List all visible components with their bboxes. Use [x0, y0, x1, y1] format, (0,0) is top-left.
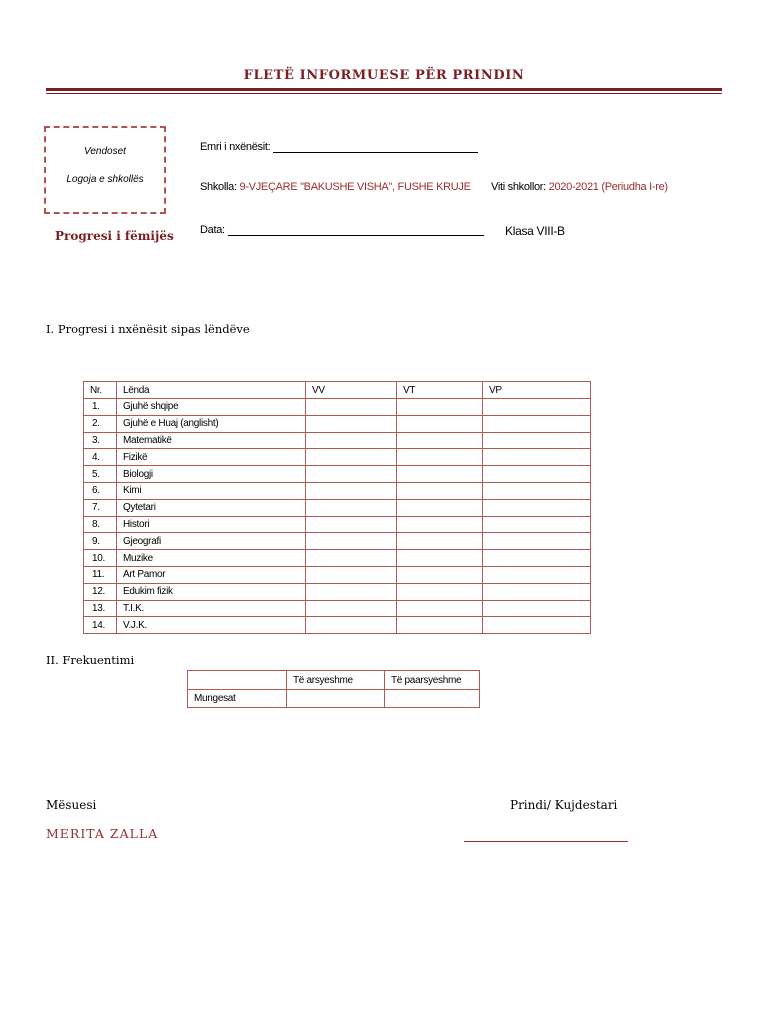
parent-signature-line[interactable] [464, 841, 628, 842]
row-vv-cell[interactable] [306, 432, 397, 449]
row-vp-cell[interactable] [483, 466, 591, 483]
row-vt-cell[interactable] [397, 399, 483, 416]
logo-placeholder-line1: Vendoset [84, 146, 126, 157]
row-number: 12. [84, 583, 117, 600]
row-vv-cell[interactable] [306, 499, 397, 516]
table-row [84, 499, 591, 516]
school-value: 9-VJEÇARE "BAKUSHE VISHA", FUSHE KRUJE [239, 181, 471, 193]
row-vp-cell[interactable] [483, 550, 591, 567]
row-number: 13. [84, 600, 117, 617]
row-vv-cell[interactable] [306, 600, 397, 617]
row-vt-cell[interactable] [397, 617, 483, 634]
section2-heading: II. Frekuentimi [46, 653, 135, 667]
row-vp-cell[interactable] [483, 516, 591, 533]
table-row [84, 566, 591, 583]
row-vp-cell[interactable] [483, 583, 591, 600]
row-number: 3. [84, 432, 117, 449]
attendance-header-row [188, 671, 480, 690]
date-row [200, 224, 484, 236]
row-vv-cell[interactable] [306, 449, 397, 466]
attendance-row-label: Mungesat [188, 690, 287, 708]
table-row [84, 449, 591, 466]
row-subject: Qytetari [117, 499, 306, 516]
table-row [84, 466, 591, 483]
row-number: 7. [84, 499, 117, 516]
attendance-header-unexcused: Të paarsyeshme [385, 671, 480, 690]
header-vt: VT [397, 382, 483, 399]
header-vp: VP [483, 382, 591, 399]
attendance-table [187, 670, 480, 708]
table-row [84, 399, 591, 416]
table-row [84, 600, 591, 617]
table-row [84, 432, 591, 449]
attendance-excused-cell[interactable] [287, 690, 385, 708]
school-label: Shkolla: [200, 181, 237, 193]
student-name-label: Emri i nxënësit: [200, 141, 271, 153]
table-row [84, 482, 591, 499]
row-vp-cell[interactable] [483, 499, 591, 516]
row-vt-cell[interactable] [397, 482, 483, 499]
class-label: Klasa VIII-B [505, 224, 565, 238]
row-vv-cell[interactable] [306, 617, 397, 634]
row-subject: Kimi [117, 482, 306, 499]
row-vt-cell[interactable] [397, 516, 483, 533]
row-number: 10. [84, 550, 117, 567]
progress-label: Progresi i fëmijës [55, 229, 174, 243]
teacher-label: Mësuesi [46, 798, 97, 812]
table-row [84, 516, 591, 533]
table-row [84, 415, 591, 432]
logo-placeholder-box [44, 126, 166, 214]
row-vv-cell[interactable] [306, 566, 397, 583]
row-subject: Gjuhë e Huaj (anglisht) [117, 415, 306, 432]
row-vv-cell[interactable] [306, 516, 397, 533]
row-subject: Muzike [117, 550, 306, 567]
row-subject: Edukim fizik [117, 583, 306, 600]
row-vp-cell[interactable] [483, 399, 591, 416]
row-vv-cell[interactable] [306, 583, 397, 600]
row-vp-cell[interactable] [483, 617, 591, 634]
table-row [84, 583, 591, 600]
row-vv-cell[interactable] [306, 466, 397, 483]
row-number: 2. [84, 415, 117, 432]
student-name-field[interactable] [273, 142, 478, 153]
school-year-row [491, 181, 668, 193]
subjects-table [83, 381, 591, 634]
row-number: 5. [84, 466, 117, 483]
row-vp-cell[interactable] [483, 449, 591, 466]
row-vv-cell[interactable] [306, 399, 397, 416]
logo-placeholder-line2: Logoja e shkollës [66, 174, 144, 185]
row-number: 11. [84, 566, 117, 583]
row-vt-cell[interactable] [397, 533, 483, 550]
table-row [84, 550, 591, 567]
title-rule-thin [46, 93, 722, 94]
section1-heading: I. Progresi i nxënësit sipas lëndëve [46, 322, 250, 336]
row-number: 8. [84, 516, 117, 533]
document-title: FLETË INFORMUESE PËR PRINDIN [243, 68, 525, 83]
attendance-row [188, 690, 480, 708]
student-name-row [200, 141, 478, 153]
row-number: 4. [84, 449, 117, 466]
row-vt-cell[interactable] [397, 499, 483, 516]
row-vt-cell[interactable] [397, 550, 483, 567]
row-subject: V.J.K. [117, 617, 306, 634]
row-vp-cell[interactable] [483, 415, 591, 432]
date-field[interactable] [228, 225, 484, 236]
row-subject: Matematikë [117, 432, 306, 449]
table-header-row [84, 382, 591, 399]
row-number: 14. [84, 617, 117, 634]
row-subject: Art Pamor [117, 566, 306, 583]
table-row [84, 533, 591, 550]
row-number: 6. [84, 482, 117, 499]
row-subject: Fizikë [117, 449, 306, 466]
row-subject: Gjeografi [117, 533, 306, 550]
row-vt-cell[interactable] [397, 600, 483, 617]
row-subject: Gjuhë shqipe [117, 399, 306, 416]
row-vp-cell[interactable] [483, 432, 591, 449]
row-vp-cell[interactable] [483, 533, 591, 550]
row-subject: Biologji [117, 466, 306, 483]
attendance-header-empty [188, 671, 287, 690]
row-vp-cell[interactable] [483, 566, 591, 583]
school-row [200, 181, 471, 193]
attendance-unexcused-cell[interactable] [385, 690, 480, 708]
row-vt-cell[interactable] [397, 466, 483, 483]
header-nr: Nr. [84, 382, 117, 399]
row-subject: Histori [117, 516, 306, 533]
row-vv-cell[interactable] [306, 415, 397, 432]
row-vt-cell[interactable] [397, 415, 483, 432]
attendance-header-excused: Të arsyeshme [287, 671, 385, 690]
row-number: 1. [84, 399, 117, 416]
row-vt-cell[interactable] [397, 566, 483, 583]
row-subject: T.I.K. [117, 600, 306, 617]
row-vp-cell[interactable] [483, 482, 591, 499]
title-rule-thick [46, 88, 722, 91]
school-year-label: Viti shkollor: [491, 181, 546, 193]
row-vt-cell[interactable] [397, 583, 483, 600]
row-vv-cell[interactable] [306, 482, 397, 499]
teacher-name: MERITA ZALLA [46, 826, 159, 841]
row-vv-cell[interactable] [306, 533, 397, 550]
school-year-value: 2020-2021 (Periudha I-re) [548, 181, 668, 193]
header-vv: VV [306, 382, 397, 399]
parent-label: Prindi/ Kujdestari [510, 798, 618, 812]
table-row [84, 617, 591, 634]
header-subject: Lënda [117, 382, 306, 399]
row-vt-cell[interactable] [397, 432, 483, 449]
date-label: Data: [200, 224, 225, 236]
row-vv-cell[interactable] [306, 550, 397, 567]
row-number: 9. [84, 533, 117, 550]
row-vt-cell[interactable] [397, 449, 483, 466]
row-vp-cell[interactable] [483, 600, 591, 617]
